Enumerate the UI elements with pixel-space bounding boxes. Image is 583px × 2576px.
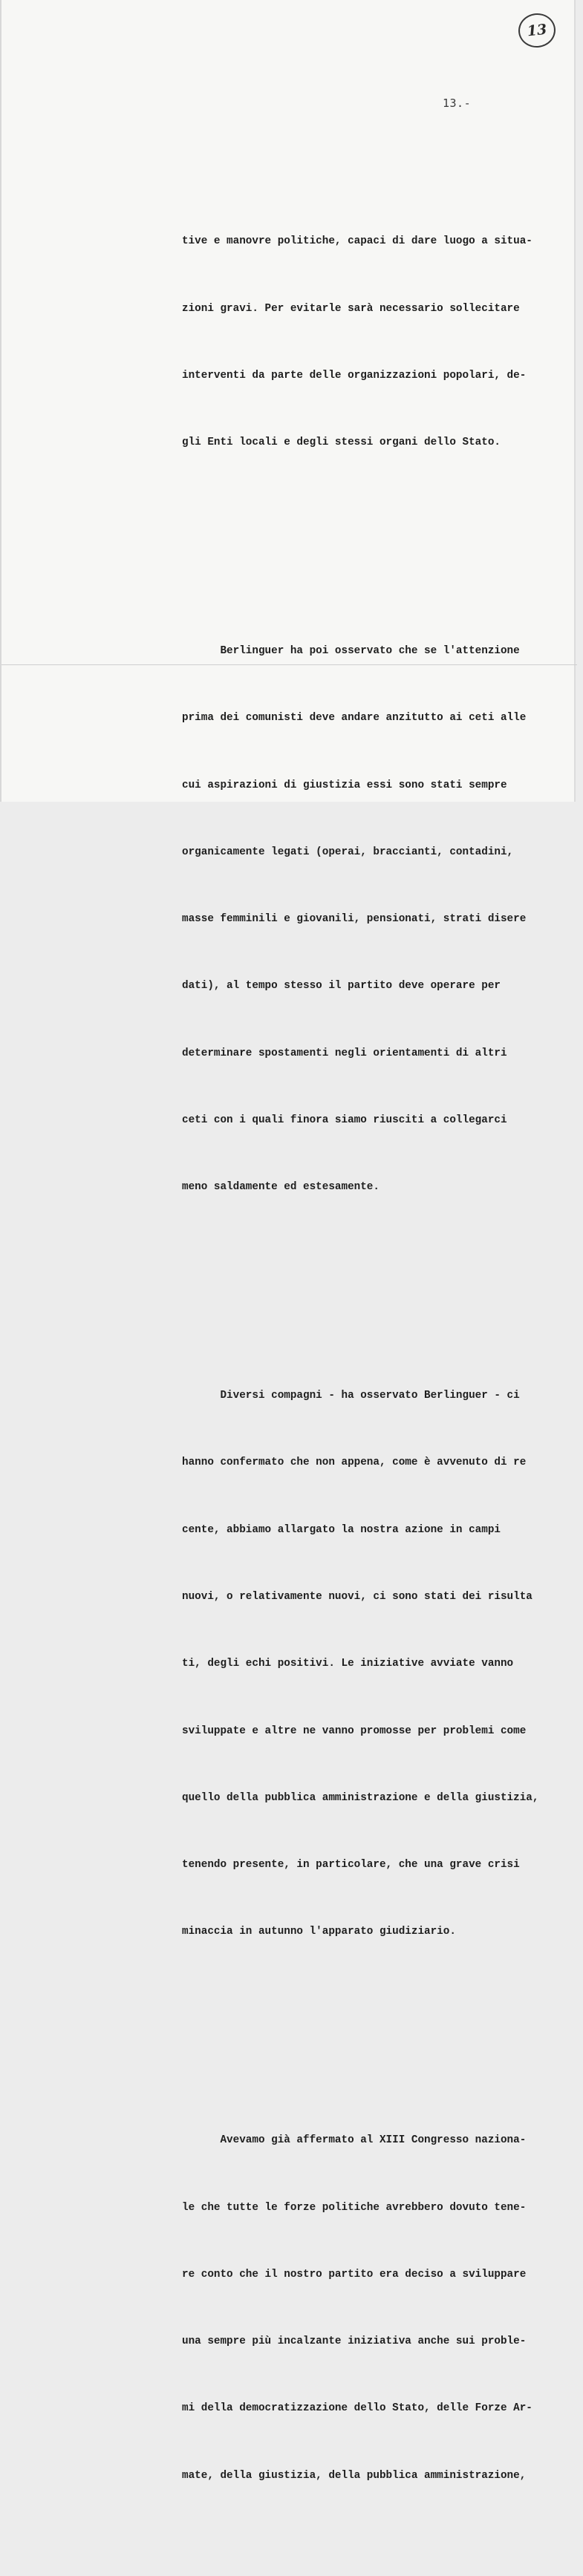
paragraph-gap [182,543,583,551]
text-line: ceti con i quali finora siamo riusciti a collegarci [182,1114,507,1127]
paragraph [182,186,583,498]
page-stamp [517,12,558,50]
paragraph-gap [182,1288,583,1295]
text-line: Berlinguer ha poi osservato che se l'attenzione [182,645,520,658]
text-line: tive e manovre politiche, capaci di dare luogo a situa- [182,235,532,248]
text-line: masse femminili e giovanili, pensionati, strati disere [182,913,527,926]
text-line: meno saldamente ed estesamente. [182,1181,380,1194]
text-line: mi della democratizzazione dello Stato, delle Forze Ar- [182,2402,532,2415]
text-line: re conto che il nostro partito era deciso a sviluppare [182,2268,527,2281]
paragraph-gap [182,2033,583,2040]
text-line: zioni gravi. Per evitarle sarà necessario sollecitare [182,302,520,315]
text-line: dati), al tempo stesso il partito deve operare per [182,980,501,993]
text-line: le che tutte le forze politiche avrebbero dovuto tene- [182,2201,527,2214]
text-line: mate, della giustizia, della pubblica amministrazione, [182,2469,527,2482]
text-line: cente, abbiamo allargato la nostra azione in campi [182,1523,501,1536]
text-line: interventi da parte delle organizzazioni popolari, de- [182,369,527,382]
text-line: Diversi compagni - ha osservato Berlinguer - ci [182,1390,520,1402]
scan-line [1,664,577,665]
text-line: nuovi, o relativamente nuovi, ci sono stati dei risulta [182,1591,532,1603]
text-line: Avevamo già affermato al XIII Congresso naziona- [182,2134,527,2147]
text-line: hanno confermato che non appena, come è avvenuto di re [182,1457,527,1469]
page-stamp-number: 13 [526,21,548,40]
text-line: tenendo presente, in particolare, che una grave crisi [182,1859,520,1871]
text-line: organicamente legati (operai, braccianti, contadini, [182,846,514,858]
text-line: minaccia in autunno l'apparato giudiziario. [182,1926,456,1938]
text-line: prima dei comunisti deve andare anzitutto ai ceti alle [182,712,527,725]
text-line: gli Enti locali e degli stessi organi dello Stato. [182,437,501,449]
paragraph [182,2085,583,2531]
paragraph [182,1340,583,1988]
page-number: 13.- [443,97,472,110]
text-line: determinare spostamenti negli orientamenti di altri [182,1047,507,1059]
document-body [182,141,583,2576]
paragraph [182,595,583,1243]
text-line: una sempre più incalzante iniziativa anche sui proble- [182,2335,527,2348]
text-line: sviluppate e altre ne vanno promosse per problemi come [182,1725,527,1737]
text-line: ti, degli echi positivi. Le iniziative avviate vanno [182,1658,514,1670]
text-line: quello della pubblica amministrazione e della giustizia, [182,1791,539,1804]
text-line: cui aspirazioni di giustizia essi sono stati sempre [182,779,507,791]
